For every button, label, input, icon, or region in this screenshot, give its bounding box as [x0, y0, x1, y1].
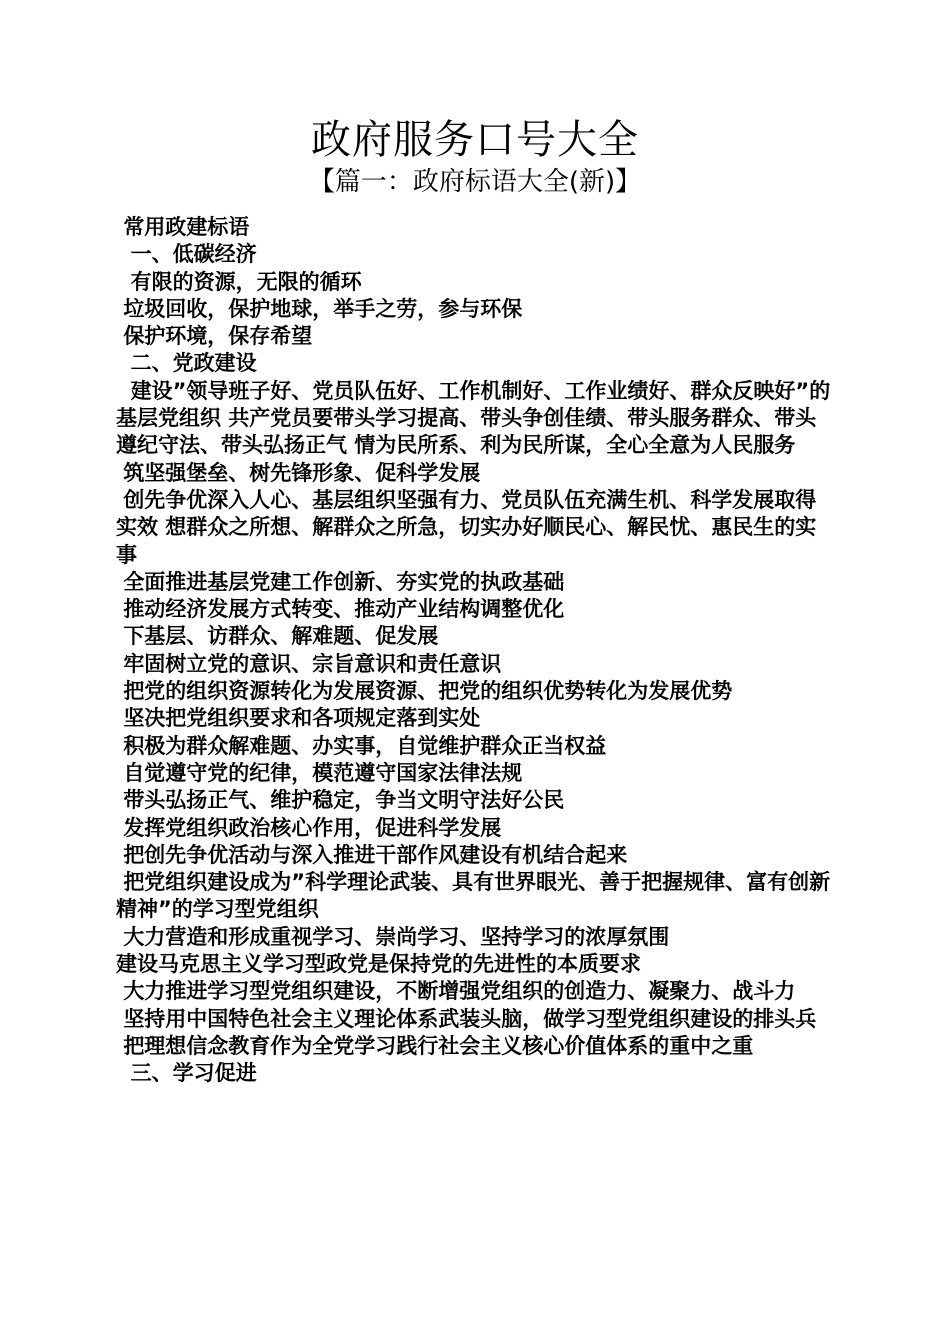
- document-title: 政府服务口号大全: [311, 117, 639, 163]
- body-line: 把创先争优活动与深入推进干部作风建设有机结合起来: [116, 842, 628, 867]
- body-line: 把党组织建设成为”科学理论武装、具有世界眼光、善于把握规律、富有创新精神”的学习型党组织: [116, 870, 831, 922]
- body-line: 自觉遵守党的纪律，模范遵守国家法律法规: [116, 760, 523, 785]
- body-line: 坚持用中国特色社会主义理论体系武装头脑，做学习型党组织建设的排头兵: [116, 1006, 817, 1031]
- body-line: 发挥党组织政治核心作用，促进科学发展: [116, 815, 502, 840]
- body-line: 把理想信念教育作为全党学习践行社会主义核心价值体系的重中之重: [116, 1033, 754, 1058]
- body-line: 建设”领导班子好、党员队伍好、工作机制好、工作业绩好、群众反映好”的基层党组织 共产党员要带头学习提高、带头争创佳绩、带头服务群众、带头遵纪守法、带头弘扬正气 情为民所系、利为民所谋，全心全意为人民服务: [116, 378, 831, 458]
- body-line: 一、低碳经济: [116, 242, 257, 267]
- body-line: 全面推进基层党建工作创新、夯实党的执政基础: [116, 569, 565, 594]
- body-line: 有限的资源，无限的循环: [116, 269, 362, 294]
- document-body: [116, 214, 836, 1088]
- body-line: 三、学习促进: [116, 1061, 257, 1086]
- body-line: 带头弘扬正气、维护稳定，争当文明守法好公民: [116, 788, 565, 813]
- body-line: 坚决把党组织要求和各项规定落到实处: [116, 706, 481, 731]
- document-subtitle: 【篇一：政府标语大全(新)】: [308, 167, 642, 197]
- body-line: 垃圾回收，保护地球，举手之劳，参与环保: [116, 296, 523, 321]
- body-line: 常用政建标语: [116, 215, 250, 239]
- body-line: 把党的组织资源转化为发展资源、把党的组织优势转化为发展优势: [116, 679, 733, 704]
- body-line: 建设马克思主义学习型政党是保持党的先进性的本质要求: [116, 952, 641, 977]
- body-line: 创先争优深入人心、基层组织坚强有力、党员队伍充满生机、科学发展取得实效 想群众之所想、解群众之所急，切实办好顺民心、解民忧、惠民生的实事: [116, 487, 817, 567]
- body-line: 推动经济发展方式转变、推动产业结构调整优化: [116, 597, 565, 622]
- body-line: 大力推进学习型党组织建设，不断增强党组织的创造力、凝聚力、战斗力: [116, 979, 796, 1004]
- body-line: 下基层、访群众、解难题、促发展: [116, 624, 439, 649]
- body-line: 积极为群众解难题、办实事，自觉维护群众正当权益: [116, 733, 607, 758]
- body-line: 保护环境，保存希望: [116, 324, 313, 349]
- body-line: 筑坚强堡垒、树先锋形象、促科学发展: [116, 460, 481, 485]
- body-line: 大力营造和形成重视学习、崇尚学习、坚持学习的浓厚氛围: [116, 924, 670, 949]
- body-line: 牢固树立党的意识、宗旨意识和责任意识: [116, 651, 502, 676]
- body-line: 二、党政建设: [116, 351, 257, 376]
